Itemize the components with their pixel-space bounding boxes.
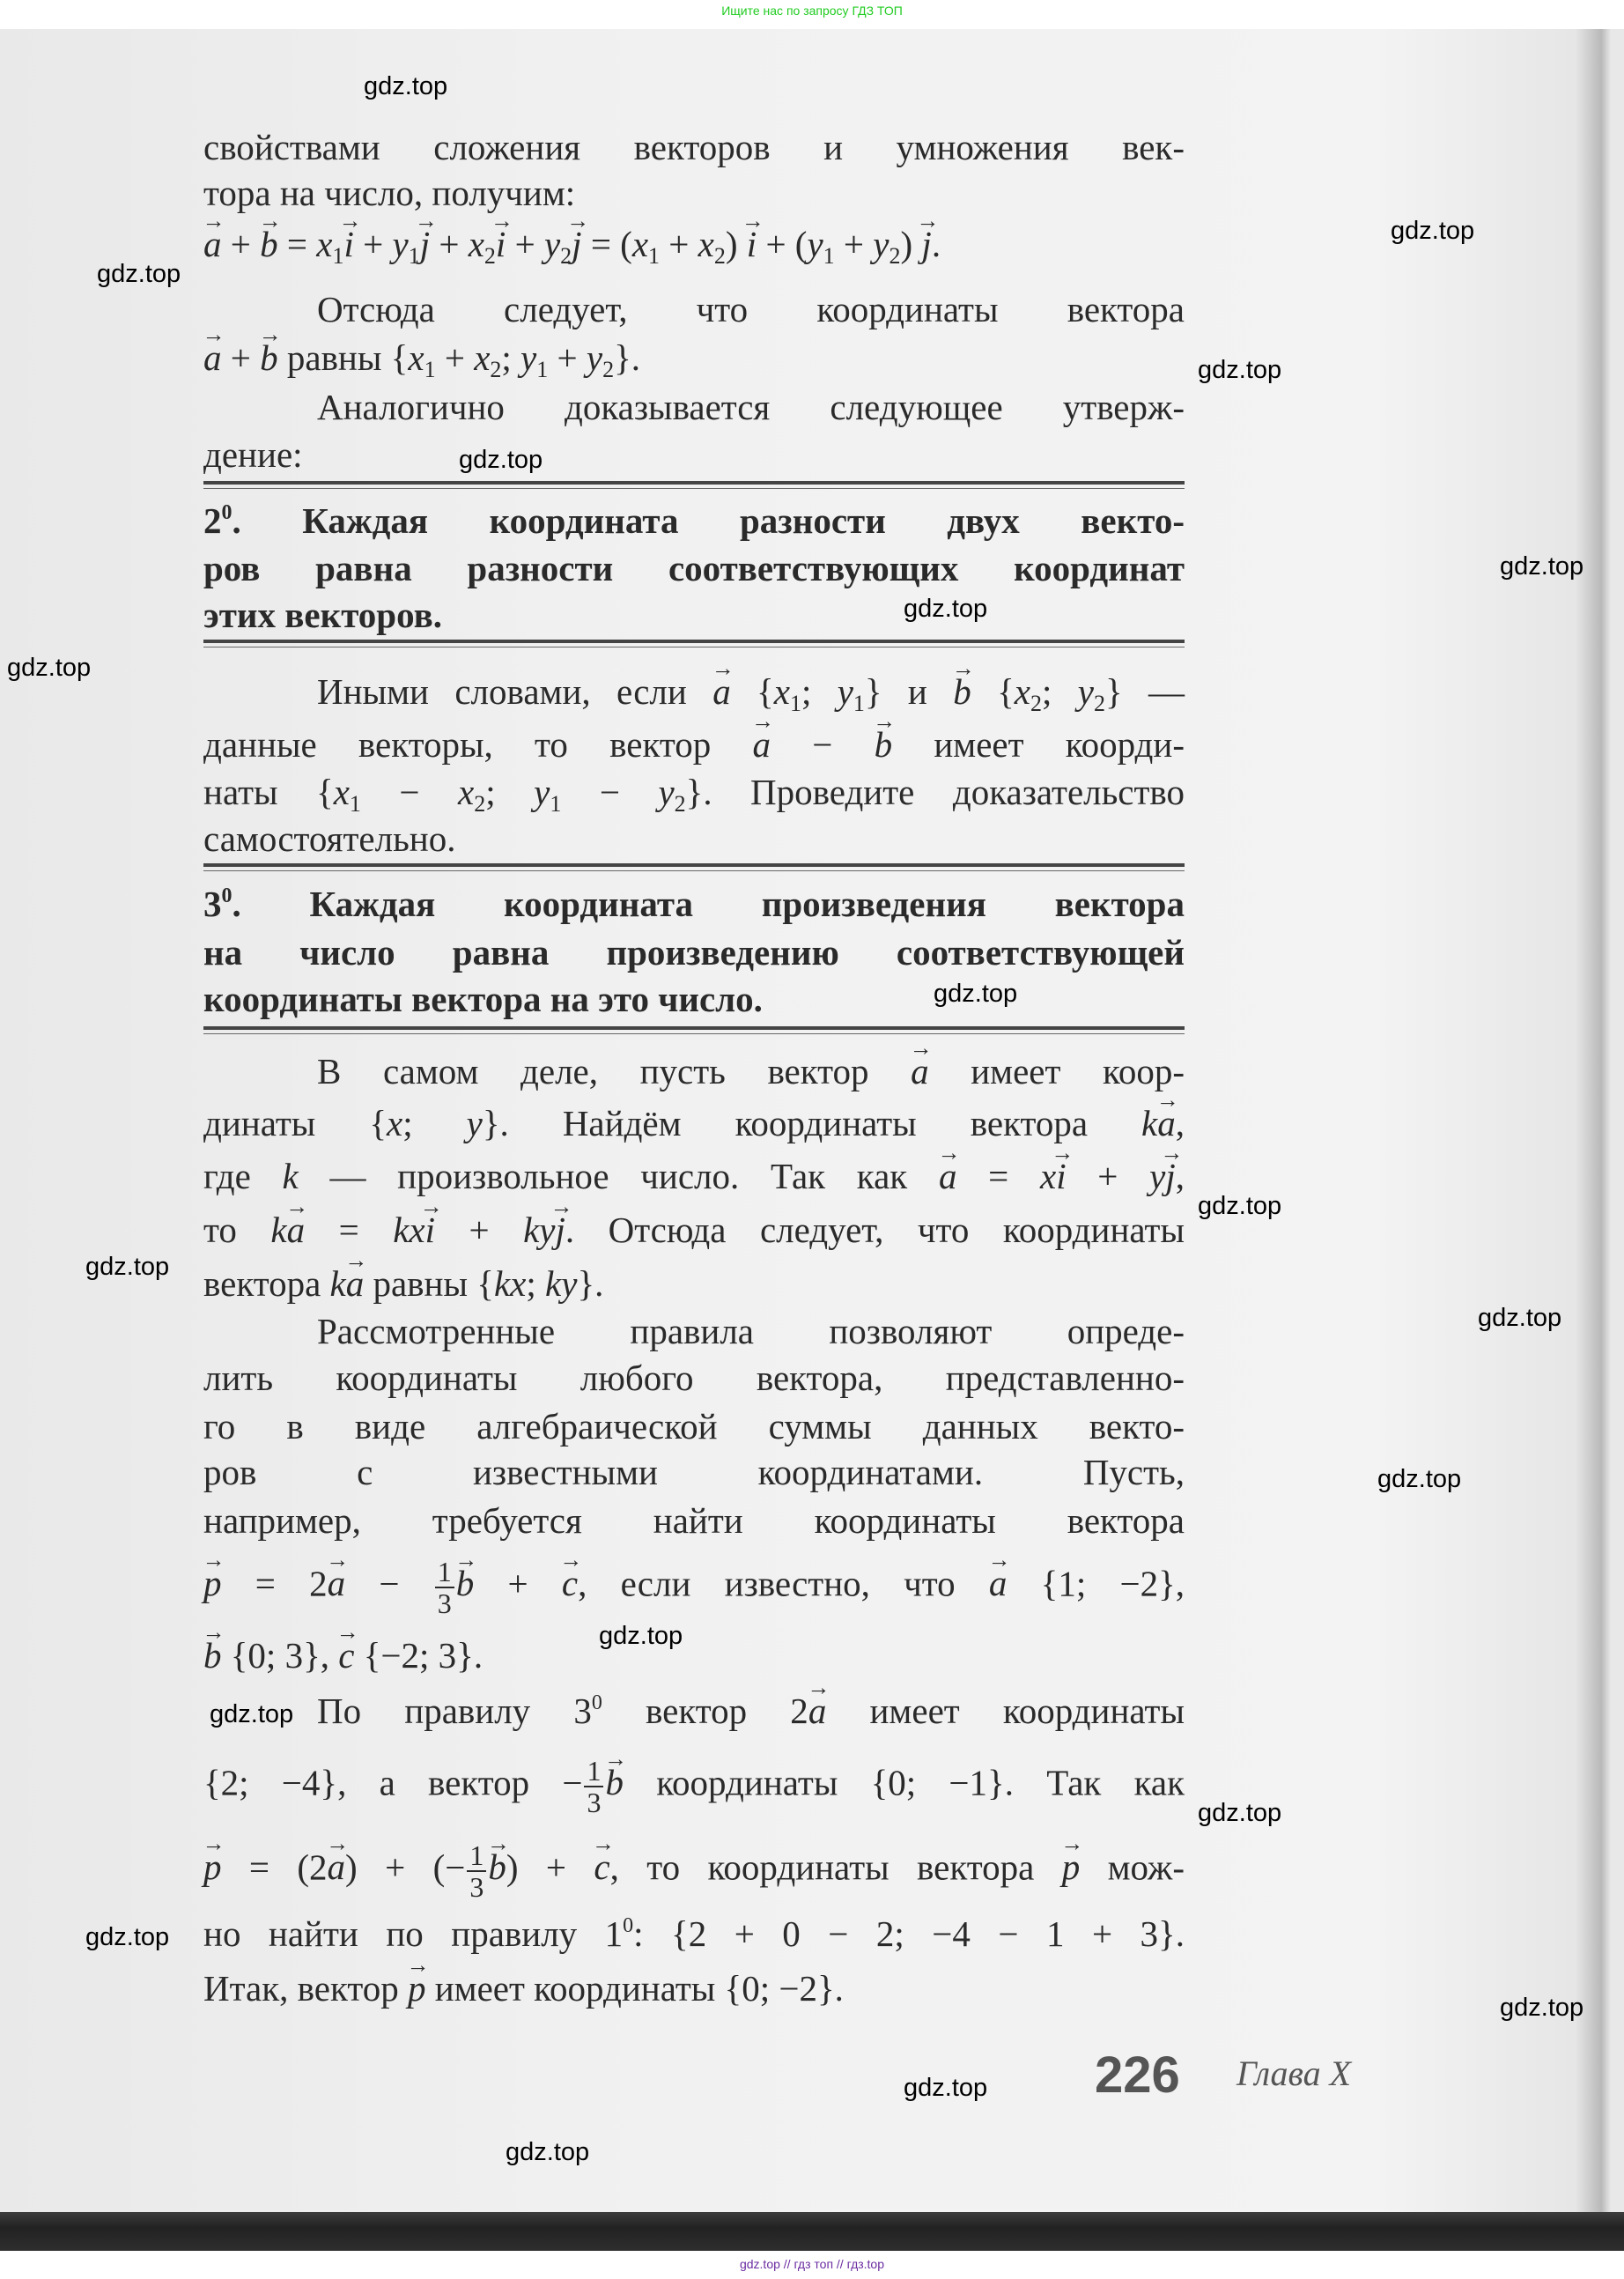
- math-variable: y: [466, 1103, 483, 1143]
- vector-symbol: → c: [338, 1633, 354, 1677]
- subscript: 2: [889, 243, 901, 269]
- text-line: ров равна разности соответствующих координат: [203, 548, 1185, 588]
- math-variable: k: [270, 1210, 287, 1250]
- vector-symbol: → a: [752, 722, 771, 766]
- watermark-text: gdz.top: [1391, 217, 1475, 245]
- math-variable: k: [1141, 1103, 1158, 1143]
- denominator: 3: [587, 1787, 602, 1818]
- text-line: динаты {x; y}. Найдём координаты вектора k→ a,: [203, 1101, 1185, 1145]
- watermark-text: gdz.top: [85, 1253, 170, 1281]
- text-line: этих векторов.: [203, 595, 442, 635]
- text-line: дение:: [203, 434, 303, 475]
- watermark-text: gdz.top: [1198, 1192, 1282, 1220]
- watermark-text: gdz.top: [934, 980, 1018, 1008]
- subscript: 2: [474, 791, 486, 817]
- top-banner: Ищите нас по запросу ГДЗ ТОП: [721, 4, 903, 18]
- text-line: → a + → b равны {$x_1 + x_2$; $y_1 + y_2$}.: [203, 336, 640, 380]
- subscript: 1: [648, 243, 661, 269]
- math-variable: kx: [393, 1210, 425, 1250]
- subscript: 1: [408, 243, 420, 269]
- subscript: 1: [823, 243, 835, 269]
- math-variable: x: [333, 772, 350, 812]
- vector-symbol: → i: [343, 222, 353, 266]
- watermark-text: gdz.top: [1500, 1994, 1584, 2022]
- subscript: 2: [713, 243, 726, 269]
- text-line: {2; −4}, а вектор − $\frac{1}{3}$ → b координаты {0; −1}. Так как: [203, 1756, 1185, 1817]
- subscript: 2: [484, 243, 496, 269]
- vector-symbol: → i: [1056, 1154, 1066, 1198]
- theorem-rule: [203, 481, 1185, 489]
- math-variable: y: [543, 224, 561, 264]
- text-line: координаты вектора на это число.: [203, 979, 763, 1019]
- text-line: го в виде алгебраической суммы данных векто-: [203, 1406, 1185, 1447]
- math-variable: y: [837, 671, 853, 712]
- watermark-text: gdz.top: [97, 260, 181, 288]
- text-line: $3^0$. Каждая координата произведения вектора: [203, 884, 1185, 924]
- subscript: 2: [1093, 691, 1105, 716]
- watermark-text: gdz.top: [459, 446, 543, 474]
- page-number: 226: [1095, 2046, 1180, 2104]
- vector-symbol: → i: [496, 222, 506, 266]
- watermark-text: gdz.top: [1377, 1465, 1462, 1493]
- math-variable: k: [282, 1156, 299, 1196]
- vector-symbol: → j: [1165, 1154, 1175, 1198]
- vector-symbol: → a: [328, 1561, 346, 1605]
- math-variable: y: [873, 224, 890, 264]
- watermark-text: gdz.top: [1198, 1799, 1282, 1827]
- vector-symbol: → p: [203, 1845, 222, 1889]
- vector-symbol: → i: [425, 1208, 435, 1252]
- math-variable: ky: [545, 1263, 578, 1304]
- watermark-text: gdz.top: [1478, 1304, 1562, 1332]
- denominator: 3: [469, 1871, 484, 1903]
- subscript: 1: [789, 691, 801, 716]
- text-line: → b {0; 3}, → c {−2; 3}.: [203, 1633, 483, 1677]
- watermark-text: gdz.top: [1500, 552, 1584, 581]
- text-line: где k — произвольное число. Так как → a = x→ i + y→ j,: [203, 1154, 1185, 1198]
- vector-symbol: → b: [605, 1760, 624, 1804]
- math-variable: x: [1014, 671, 1030, 712]
- text-line: Аналогично доказывается следующее утверж-: [317, 387, 1185, 427]
- fraction: [435, 1557, 454, 1618]
- text-line: например, требуется найти координаты вектора: [203, 1500, 1185, 1541]
- subscript: 1: [332, 243, 344, 269]
- text-line: наты {$x_1 - x_2$; $y_1 - y_2$}. Проведите доказательство: [203, 772, 1185, 817]
- text-line: Отсюда следует, что координаты вектора: [317, 289, 1185, 329]
- vector-symbol: → b: [875, 722, 893, 766]
- vector-symbol: → c: [594, 1845, 609, 1889]
- text-line: ров с известными координатами. Пусть,: [203, 1452, 1185, 1492]
- vector-symbol: → a: [989, 1561, 1008, 1605]
- math-variable: x: [316, 224, 333, 264]
- vector-symbol: → b: [953, 670, 971, 714]
- vector-symbol: → i: [747, 222, 757, 266]
- watermark-text: gdz.top: [904, 595, 988, 623]
- watermark-text: gdz.top: [904, 2074, 988, 2102]
- text-line: но найти по правилу $1^0$: {2 + 0 − 2; −4 − 1 + 3}.: [203, 1913, 1185, 1954]
- math-variable: x: [631, 224, 649, 264]
- superscript: 0: [221, 501, 233, 524]
- superscript: 0: [623, 1914, 634, 1937]
- vector-symbol: → j: [921, 222, 931, 266]
- vector-symbol: → a: [203, 222, 222, 266]
- text-line: → p = (2→ a) + (− $\frac{1}{3}$ → b) + → c, то координаты вектора → p мож-: [203, 1840, 1185, 1902]
- superscript: 0: [221, 884, 233, 907]
- vector-symbol: → b: [456, 1561, 475, 1605]
- text-line: Итак, вектор → p имеет координаты {0; −2}.: [203, 1966, 844, 2010]
- text-line: свойствами сложения векторов и умножения век-: [203, 127, 1185, 167]
- text-line: Иными словами, если → a {$x_1$; $y_1$} и → b {$x_2$; $y_2$} —: [317, 670, 1185, 714]
- text-line: По правилу $3^0$ вектор 2→ a имеет координаты: [317, 1689, 1185, 1733]
- subscript: 1: [853, 691, 865, 716]
- subscript: 1: [349, 791, 361, 817]
- text-line: тора на число, получим:: [203, 173, 576, 213]
- text-line: то k→ a = kx→ i + ky→ j. Отсюда следует, что координаты: [203, 1208, 1185, 1252]
- numerator: 1: [584, 1756, 603, 1787]
- vector-symbol: → j: [556, 1208, 565, 1252]
- subscript: 2: [674, 791, 686, 817]
- vector-symbol: → a: [346, 1262, 365, 1306]
- watermark-text: gdz.top: [599, 1622, 683, 1650]
- chapter-label: Глава X: [1236, 2053, 1352, 2093]
- fraction: [584, 1756, 603, 1817]
- vector-symbol: → a: [808, 1689, 827, 1733]
- vector-symbol: → p: [203, 1561, 222, 1605]
- watermark-text: gdz.top: [210, 1700, 294, 1728]
- vector-symbol: → j: [420, 222, 430, 266]
- subscript: 1: [424, 357, 436, 382]
- vector-symbol: → p: [408, 1966, 426, 2010]
- page-bottom-shadow: [0, 2212, 1624, 2251]
- text-line: $2^0$. Каждая координата разности двух векто-: [203, 500, 1185, 541]
- vector-symbol: → a: [328, 1845, 346, 1889]
- vector-symbol: → b: [260, 222, 278, 266]
- math-variable: x: [458, 772, 475, 812]
- subscript: 2: [490, 357, 502, 382]
- vector-symbol: → b: [203, 1633, 222, 1677]
- watermark-text: gdz.top: [364, 72, 448, 100]
- watermark-text: gdz.top: [1198, 356, 1282, 384]
- text-line: В самом деле, пусть вектор → a имеет коор-: [317, 1049, 1185, 1093]
- math-variable: x: [408, 337, 424, 378]
- math-variable: x: [468, 224, 484, 264]
- superscript: 0: [591, 1691, 602, 1714]
- text-line: самостоятельно.: [203, 818, 456, 859]
- vector-symbol: → j: [572, 222, 581, 266]
- numerator: 1: [467, 1840, 486, 1872]
- math-variable: k: [329, 1263, 346, 1304]
- watermark-text: gdz.top: [506, 2138, 590, 2166]
- text-line: на число равна произведению соответствующей: [203, 932, 1185, 973]
- subscript: 2: [602, 357, 615, 382]
- text-line: Рассмотренные правила позволяют опреде-: [317, 1311, 1185, 1351]
- subscript: 2: [1030, 691, 1042, 716]
- math-variable: y: [1149, 1156, 1166, 1196]
- subscript: 2: [560, 243, 572, 269]
- math-variable: y: [534, 772, 550, 812]
- denominator: 3: [437, 1587, 452, 1619]
- math-variable: y: [392, 224, 409, 264]
- math-variable: x: [1039, 1156, 1057, 1196]
- math-variable: y: [807, 224, 823, 264]
- fraction: [467, 1840, 486, 1902]
- math-variable: y: [520, 337, 537, 378]
- footer-links[interactable]: gdz.top // гдз топ // гдз.top: [739, 2257, 885, 2271]
- watermark-text: gdz.top: [85, 1923, 170, 1951]
- text-line: → a + → $b = x_1\to i + y_1\to j + x_2\to i + y_2\to j = (x_1 + x_2) \to i + (y_1 + y_2) \to j$.: [203, 222, 941, 266]
- text-line: лить координаты любого вектора, представленно-: [203, 1358, 1185, 1398]
- text-line: данные векторы, то вектор → a − → b имеет коорди-: [203, 722, 1185, 766]
- vector-symbol: → a: [1157, 1101, 1176, 1145]
- theorem-rule: [203, 640, 1185, 647]
- math-variable: x: [773, 671, 790, 712]
- subscript: 1: [550, 791, 562, 817]
- math-variable: x: [387, 1103, 403, 1143]
- vector-symbol: → a: [911, 1049, 929, 1093]
- math-variable: x: [698, 224, 714, 264]
- vector-symbol: → p: [1062, 1845, 1081, 1889]
- subscript: 1: [536, 357, 549, 382]
- math-variable: y: [586, 337, 603, 378]
- text-line: вектора k→ a равны {kx; ky}.: [203, 1262, 603, 1306]
- vector-symbol: → a: [287, 1208, 306, 1252]
- vector-symbol: → b: [260, 336, 278, 380]
- theorem-rule: [203, 1026, 1185, 1034]
- vector-symbol: → b: [488, 1845, 506, 1889]
- math-variable: x: [474, 337, 491, 378]
- watermark-text: gdz.top: [7, 654, 92, 682]
- numerator: 1: [435, 1557, 454, 1588]
- vector-symbol: → a: [712, 670, 731, 714]
- vector-symbol: → a: [939, 1154, 957, 1198]
- math-variable: y: [658, 772, 675, 812]
- text-line: → p = 2→ a − $\frac{1}{3}$ → b + → c, если известно, что → a {1; −2},: [203, 1557, 1185, 1618]
- vector-symbol: → a: [203, 336, 222, 380]
- vector-symbol: → c: [562, 1561, 578, 1605]
- math-variable: kx: [493, 1263, 527, 1304]
- theorem-rule: [203, 863, 1185, 871]
- math-variable: y: [1077, 671, 1094, 712]
- math-variable: ky: [523, 1210, 556, 1250]
